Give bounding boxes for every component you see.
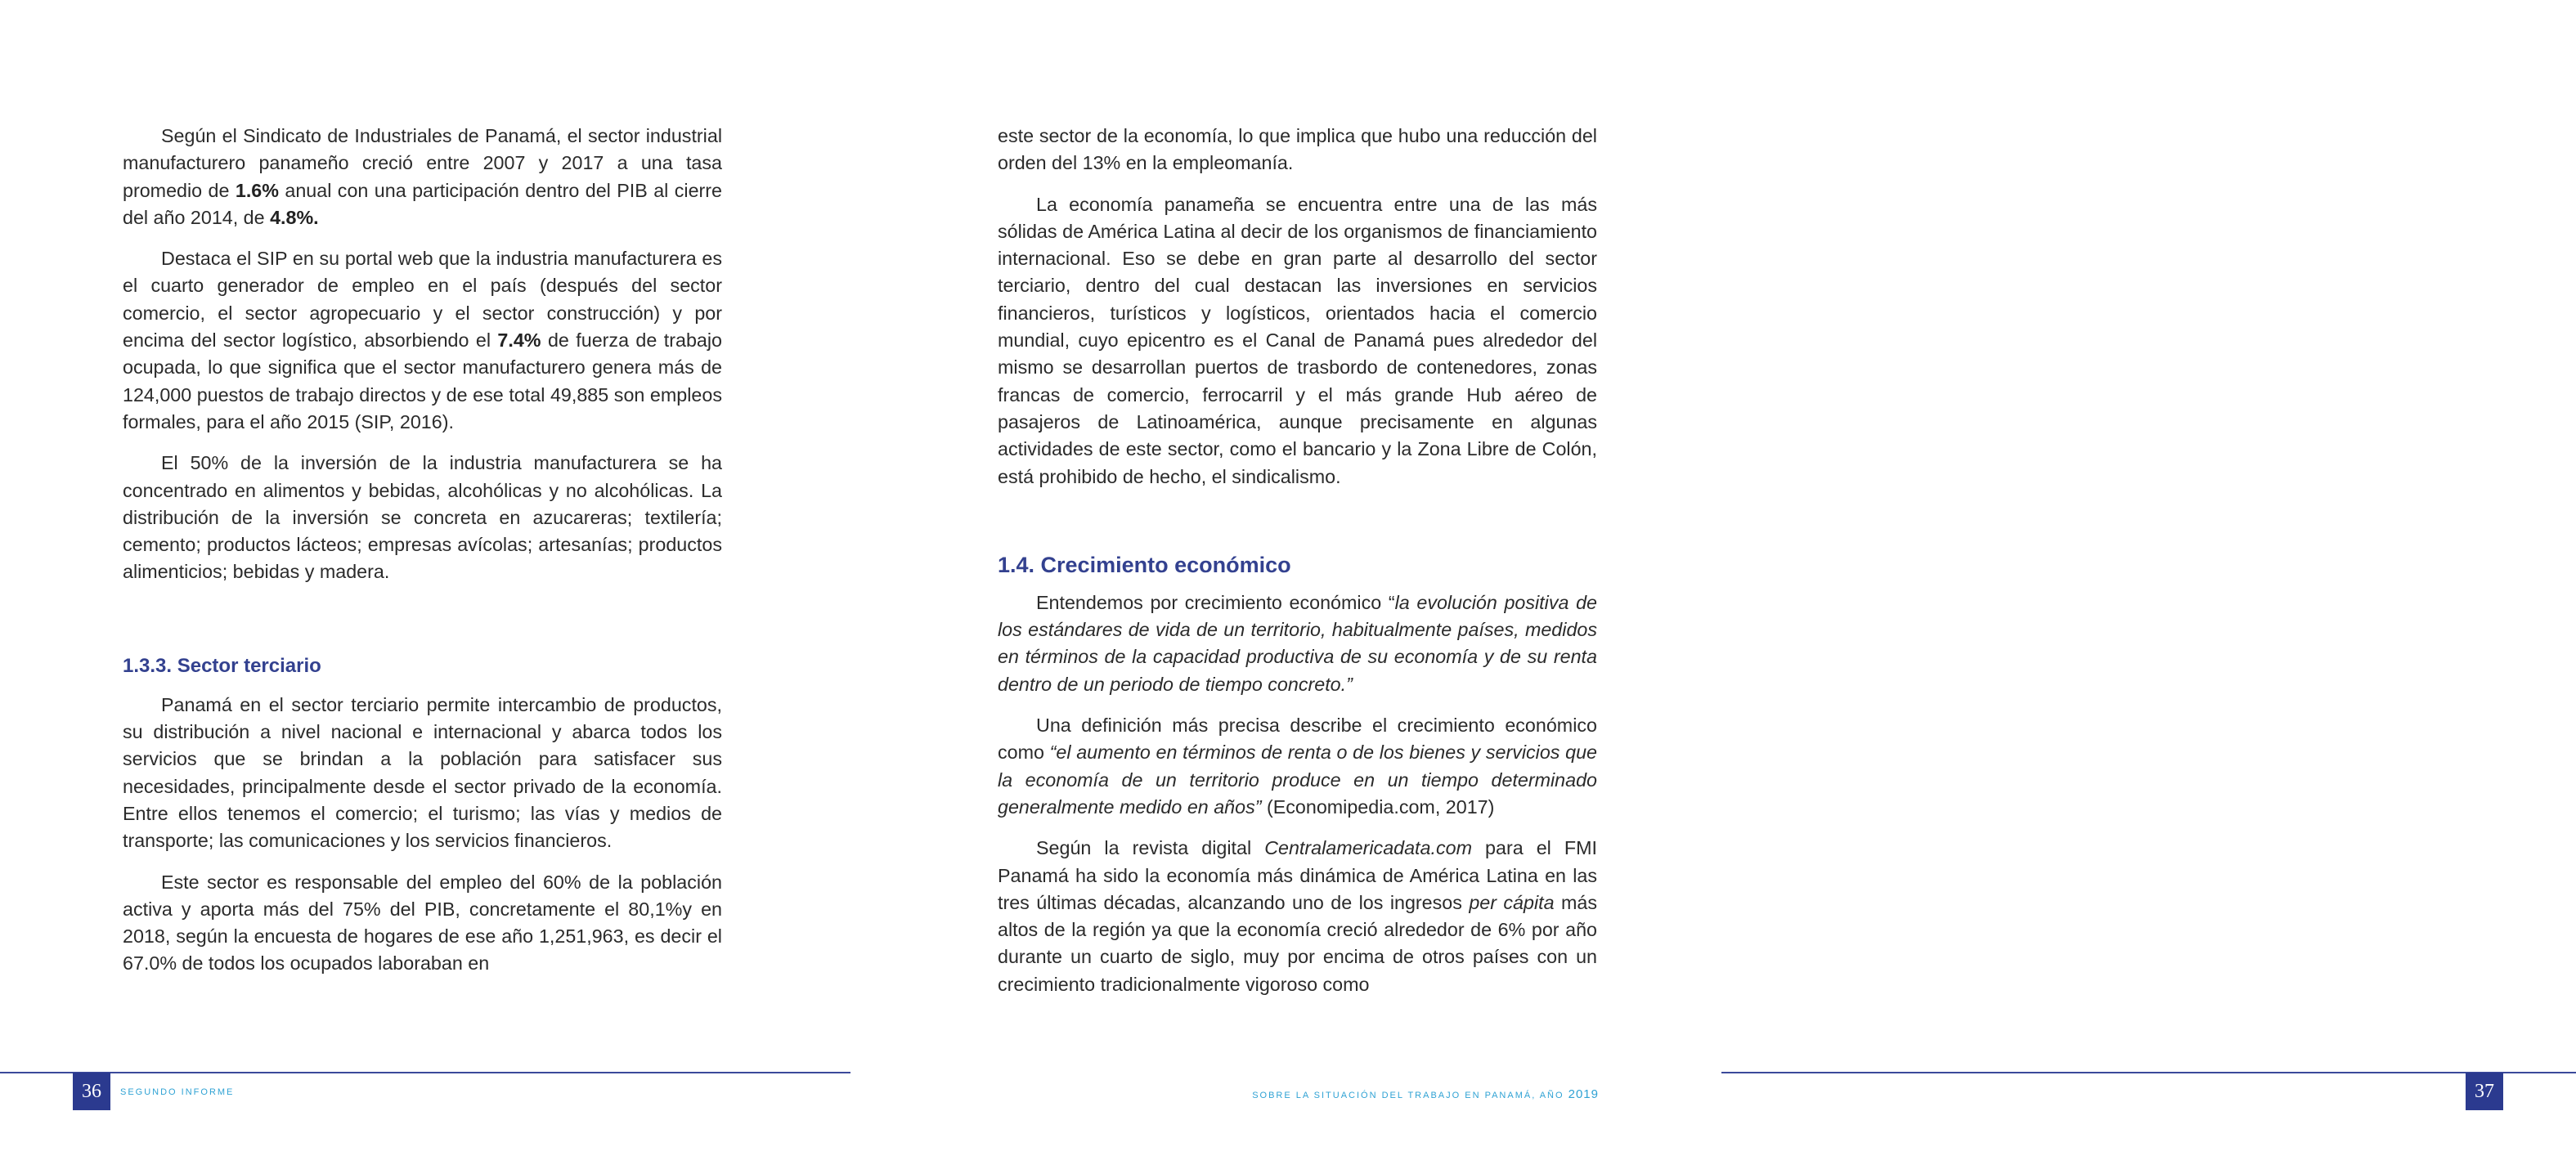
running-title-text: SOBRE LA SITUACIÓN DEL TRABAJO EN PANAMÁ, AÑO	[1252, 1091, 1568, 1100]
text-run: Este sector es responsable del empleo del 60% de la población activa y aporta más del 75% del PIB, concretamente el 80,1%y en 2018, según la encuesta de hogares de ese año 1,251,963, es decir el 67.0% de todos los ocupados laboraban en	[123, 871, 722, 975]
text-run: anual con una participación dentro del PIB al cierre del año 2014, de	[123, 179, 722, 228]
text-run: Según el Sindicato de Industriales de Panamá, el sector industrial manufacturero panameño creció entre 2007 y 2017 a una tasa promedio de	[123, 125, 722, 201]
text-run: Entendemos por crecimiento económico “	[1036, 591, 1395, 613]
text-run: para el FMI Panamá ha sido la economía más dinámica de América Latina en las tres últimas décadas, alcanzando uno de los ingresos	[998, 837, 1598, 913]
italic-text: “el aumento en términos de renta o de los bienes y servicios que la economía de un territorio produce en un tiempo determinado generalmente medido en años”	[998, 742, 1597, 818]
section-heading: 1.4. Crecimiento económico	[998, 552, 1291, 577]
text-run: El 50% de la inversión de la industria manufacturera se ha concentrado en alimentos y bebidas, alcohólicas y no alcohólicas. La distribución de la inversión se concreta en azucareras; textilería; cemento; productos lácteos; empresas avícolas; artesanías; productos alimenticios; bebidas y madera.	[123, 452, 722, 583]
paragraph	[998, 191, 1597, 491]
text-run: Una definición más precisa describe el crecimiento económico como	[998, 715, 1597, 764]
page-number: 36	[73, 1073, 110, 1110]
text-run: (Economipedia.com, 2017)	[1261, 795, 1495, 818]
text-run: este sector de la economía, lo que implica que hubo una reducción del orden del 13% en la empleomanía.	[998, 125, 1597, 174]
section-heading: 1.3.3. Sector terciario	[123, 654, 321, 677]
left-page	[0, 0, 859, 1165]
bold-text: 4.8%.	[270, 206, 319, 228]
paragraph	[123, 245, 722, 436]
left-column	[123, 123, 722, 992]
text-run: Destaca el SIP en su portal web que la industria manufacturera es el cuarto generador de empleo en el país (después del sector comercio, el sector agropecuario y el sector construcción) y por encima del sector logístico, absorbiendo el	[123, 248, 722, 352]
running-title: SEGUNDO INFORME	[120, 1087, 235, 1097]
paragraph	[123, 869, 722, 978]
right-page	[859, 0, 2494, 1165]
text-run: La economía panameña se encuentra entre una de las más sólidas de América Latina al decir de los organismos de financiamiento internacional. Eso se debe en gran parte al desarrollo del sector terciario, dentro del cual destacan las inversiones en servicios financieros, turísticos y logísticos, orientados hacia el comercio mundial, cuyo epicentro es el Canal de Panamá pues alrededor del mismo se desarrollan puertos de trasbordo de contenedores, zonas francas de comercio, ferrocarril y el más grande Hub aéreo de pasajeros de Latinoamérica, aunque precisamente en algunas actividades de este sector, como el bancario y la Zona Libre de Colón, está prohibido de hecho, el sindicalismo.	[998, 193, 1597, 487]
italic-text: per cápita	[1469, 891, 1555, 913]
paragraph	[123, 692, 722, 855]
right-column	[998, 123, 1597, 1012]
paragraph	[123, 123, 722, 231]
paragraph	[998, 712, 1597, 821]
text-run: Panamá en el sector terciario permite intercambio de productos, su distribución a nivel nacional e internacional y abarca todos los servicios que se brindan a la población para satisfacer sus necesidades, principalmente desde el sector privado de la economía. Entre ellos tenemos el comercio; el turismo; las vías y medios de transporte; las comunicaciones y los servicios financieros.	[123, 693, 722, 852]
italic-text: la evolución positiva de los estándares de vida de un territorio, habitualmente países, medidos en términos de la capacidad productiva de su economía y de su renta dentro de un periodo de tiempo concreto.”	[998, 591, 1597, 695]
text-run: de fuerza de trabajo ocupada, lo que significa que el sector manufacturero genera más de 124,000 puestos de trabajo directos y de ese total 49,885 son empleos formales, para el año 2015 (SIP, 2016).	[123, 329, 722, 432]
text-run: más altos de la región ya que la economía creció alrededor de 6% por año durante un cuarto de siglo, muy por encima de otros países con un crecimiento tradicionalmente vigoroso como	[998, 891, 1598, 995]
paragraph	[998, 589, 1597, 698]
footer-rule	[0, 1072, 850, 1073]
paragraph	[998, 123, 1597, 177]
paragraph	[123, 450, 722, 585]
running-title-year: 2019	[1568, 1087, 1599, 1101]
page-number: 37	[2466, 1073, 2503, 1110]
bold-text: 7.4%	[497, 329, 541, 352]
italic-text: Centralamericadata.com	[1264, 837, 1472, 859]
paragraph	[998, 835, 1597, 998]
footer-rule	[1721, 1072, 2576, 1073]
running-title	[1252, 1087, 1599, 1101]
text-run: Según la revista digital	[1036, 837, 1265, 859]
bold-text: 1.6%	[235, 179, 279, 201]
